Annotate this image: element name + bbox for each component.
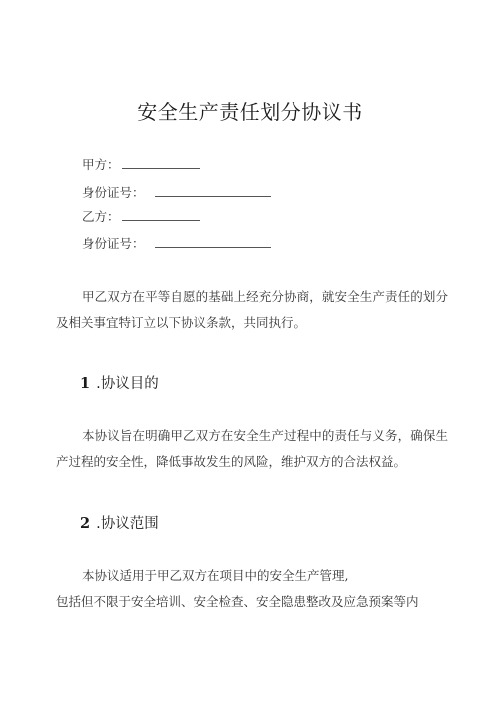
party-b-id-label: 身份证号： [82, 236, 145, 251]
party-b-field [82, 209, 200, 225]
party-a-field [82, 157, 200, 173]
party-a-id-label: 身份证号： [82, 185, 145, 200]
section-1-number: 1 [80, 375, 91, 392]
party-a-id-field [82, 185, 271, 201]
section-2-number: 2 [80, 515, 91, 532]
section-2-heading [80, 512, 159, 533]
document-title: 安全生产责任划分协议书 [137, 100, 363, 124]
section-1-title: .协议目的 [96, 376, 159, 392]
party-a-label: 甲方： [82, 157, 120, 172]
section-2-body-line-2: 包括但不限于安全培训、安全检查、安全隐患整改及应急预案等内 [56, 594, 419, 609]
section-1-heading [80, 372, 159, 393]
party-a-id-blank [155, 185, 271, 197]
intro-paragraph: 甲乙双方在平等自愿的基础上经充分协商，就安全生产责任的划分及相关事宜特订立以下协议条款，共同执行。 [56, 289, 448, 330]
party-b-blank [122, 209, 200, 221]
section-2-title: .协议范围 [96, 516, 159, 532]
party-b-label: 乙方： [82, 209, 120, 224]
party-b-id-blank [155, 236, 271, 248]
section-2-body-line-1: 本协议适用于甲乙双方在项目中的安全生产管理, [82, 568, 349, 583]
section-1-body: 本协议旨在明确甲乙双方在安全生产过程中的责任与义务，确保生产过程的安全性，降低事故发生的风险，维护双方的合法权益。 [56, 428, 448, 469]
party-b-id-field [82, 236, 271, 252]
party-a-blank [122, 157, 200, 169]
